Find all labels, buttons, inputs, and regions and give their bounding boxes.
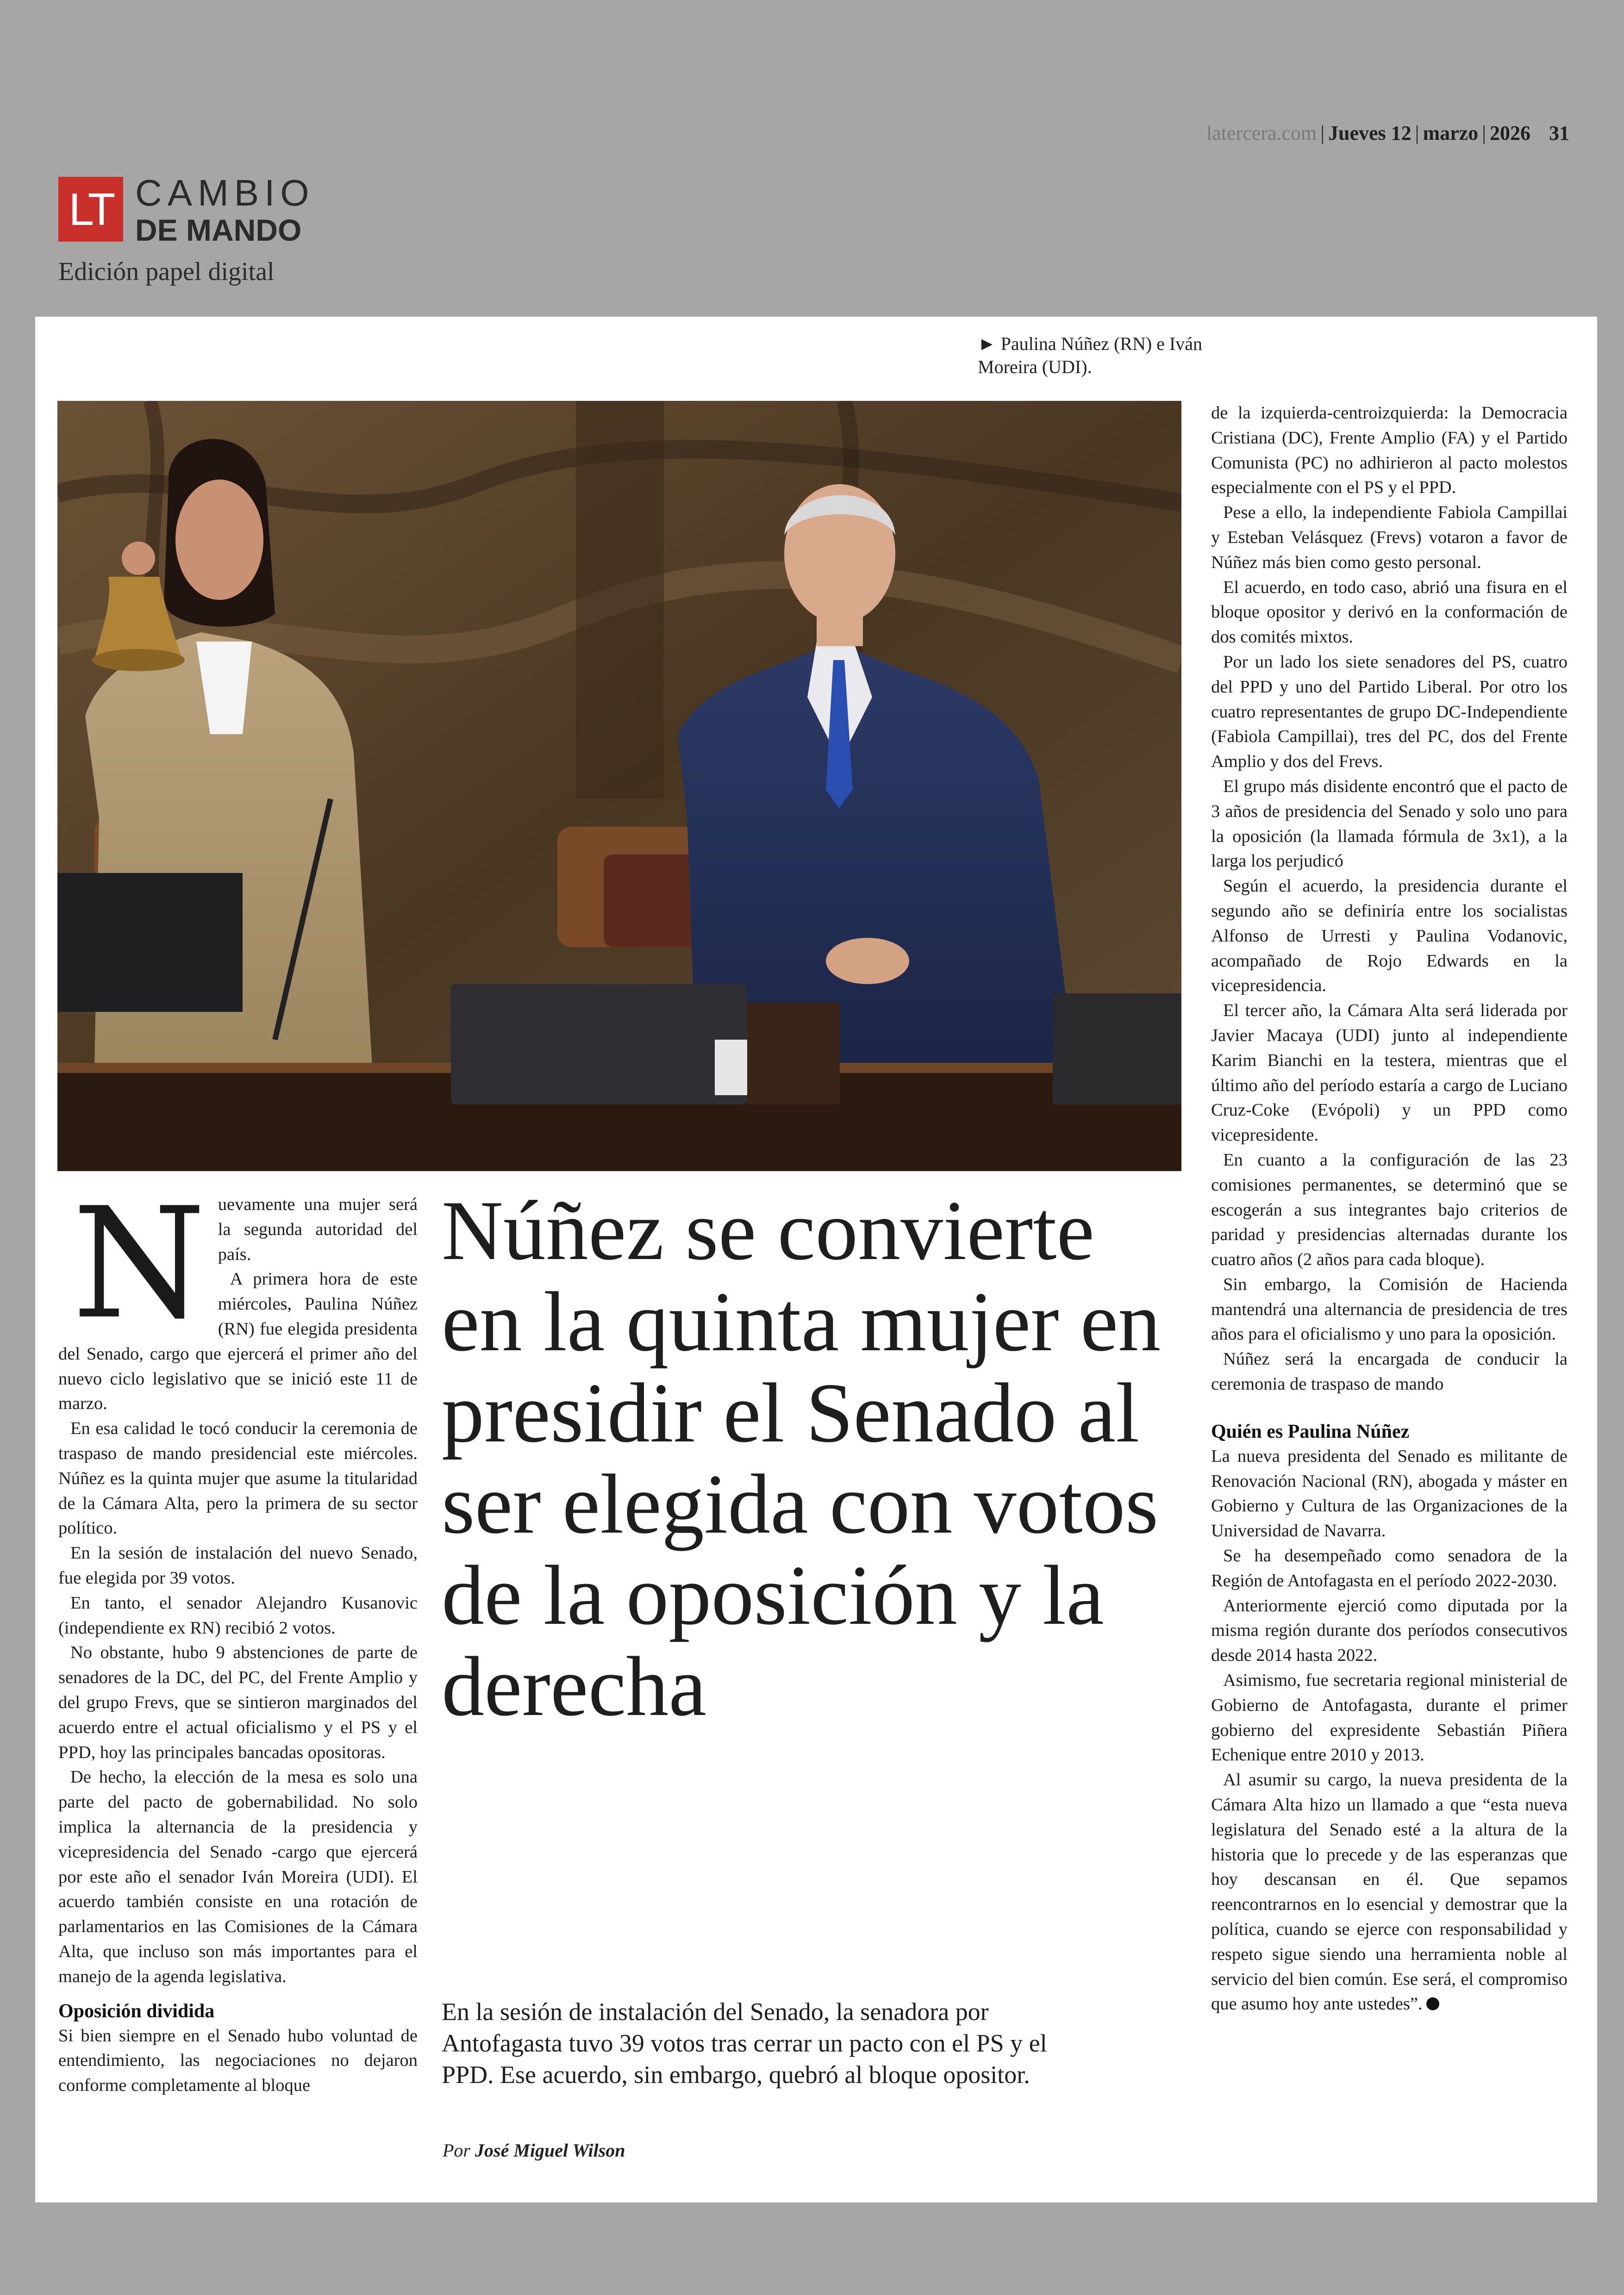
paragraph: uevamente una mujer será la segunda autoridad del país. xyxy=(218,1195,418,1264)
paragraph: Por un lado los siete senadores del PS, cuatro del PPD y uno del Partido Liberal. Por otro los cuatro representantes de grupo DC-Independiente (Fabiola Campillai), tres del PC, dos del Frente Amplio y dos del Frevs. xyxy=(1211,652,1568,772)
lt-logo-mark: LT xyxy=(58,177,123,242)
headline: Núñez se convierte en la quinta mujer en presidir el Senado al ser elegida con votos de la oposición y la derecha xyxy=(442,1183,1161,1734)
lead-paragraph: En la sesión de instalación del Senado, la senadora por Antofagasta tuvo 39 votos tras cerrar un pacto con el PS y el PPD. Ese acuerdo, sin embargo, quebró al bloque opositor. xyxy=(442,1998,1047,2089)
paragraph: En esa calidad le tocó conducir la ceremonia de traspaso de mando presidencial este miércoles. Núñez es la quinta mujer que asume la titularidad de la Cámara Alta, pero la primera de su sector político. xyxy=(58,1419,418,1538)
paragraph: Se ha desempeñado como senadora de la Región de Antofagasta en el período 2022-2030. xyxy=(1211,1546,1568,1590)
end-mark-icon xyxy=(1426,1997,1439,2010)
paragraph: No obstante, hubo 9 abstenciones de parte de senadores de la DC, del PC, del Frente Amplio y del grupo Frevs, que se sintieron marginados del acuerdo entre el actual oficialismo y el PS y el PPD, hoy las principales bancadas opositoras. xyxy=(58,1643,418,1762)
paragraph: A primera hora de este miércoles, Paulina Núñez (RN) fue elegida presidenta del Senado, cargo que ejercerá el primer año del nuevo ciclo legislativo que se inició este 11 de marzo. xyxy=(58,1269,418,1414)
date-year: 2026 xyxy=(1490,122,1530,144)
paragraph: Sin embargo, la Comisión de Hacienda mantendrá una alternancia de presidencia de tres años para el oficialismo y uno para la oposición. xyxy=(1211,1274,1568,1344)
paragraph: En cuanto a la configuración de las 23 comisiones permanentes, se determinó que se escogerán a sus integrantes bajo criterios de paridad y presidencias alternadas durante los cuatro años (2 años para cada bloque). xyxy=(1211,1150,1568,1270)
subheading-quien-es: Quién es Paulina Núñez xyxy=(1211,1421,1410,1442)
paragraph: De hecho, la elección de la mesa es solo una parte del pacto de gobernabilidad. No solo implica la alternancia de la presidencia y vicepresidencia del Senado -cargo que ejercerá por este año el senador Iván Moreira (UDI). El acuerdo también consiste en una rotación de parlamentarios en las Comisiones de la Cámara Alta, que incluso son más importantes para el manejo de la agenda legislativa. xyxy=(58,1767,418,1986)
byline-author: José Miguel Wilson xyxy=(475,2140,625,2161)
paragraph: Si bien siempre en el Senado hubo voluntad de entendimiento, las negociaciones no dejaron conforme completamente al bloque xyxy=(58,2026,418,2095)
paragraph: El grupo más disidente encontró que el pacto de 3 años de presidencia del Senado y solo uno para la oposición (la llamada fórmula de 3x1), a la larga los perjudicó xyxy=(1211,776,1568,871)
paragraph: Núñez será la encargada de conducir la ceremonia de traspaso de mando xyxy=(1211,1349,1568,1394)
page-number: 31 xyxy=(1549,122,1569,144)
byline-prefix: Por xyxy=(443,2140,470,2161)
photo-caption: ► Paulina Núñez (RN) e Iván Moreira (UDI). xyxy=(978,333,1202,377)
paragraph: El acuerdo, en todo caso, abrió una fisura en el bloque opositor y derivó en la conformación de dos comités mixtos. xyxy=(1211,577,1568,647)
paragraph: En la sesión de instalación del nuevo Senado, fue elegida por 39 votos. xyxy=(58,1543,418,1588)
paragraph xyxy=(1211,1768,1568,2017)
paragraph: Según el acuerdo, la presidencia durante el segundo año se definiría entre los socialistas Alfonso de Urresti y Paulina Vodanovic, acompañado de Rojo Edwards en la vicepresidencia. xyxy=(1211,876,1568,996)
drop-cap: N xyxy=(72,1175,206,1353)
subheading-oposicion: Oposición dividida xyxy=(58,2000,215,2022)
closing-quote-text: Al asumir su cargo, la nueva presidenta de la Cámara Alta hizo un llamado a que “esta nueva legislatura del Senado esté a la altura de la historia que lo precede y de las esperanzas que hoy descansan en él. Que sepamos reencontrarnos en lo esencial y demostrar que la política, cuando se ejerce con responsabilidad y respeto sigue siendo una herramienta noble al servicio del bien común. Ese será, el compromiso que asumo hoy ante ustedes”. xyxy=(1211,1770,1568,2014)
section-title-line1: CAMBIO xyxy=(135,172,315,213)
paragraph: Asimismo, fue secretaria regional ministerial de Gobierno de Antofagasta, durante el primer gobierno del expresidente Sebastián Piñera Echenique entre 2010 y 2013. xyxy=(1211,1671,1568,1765)
article-photo xyxy=(57,401,1181,1171)
paragraph: El tercer año, la Cámara Alta será liderada por Javier Macaya (UDI) junto al independiente Karim Bianchi en la testera, mientras que el último año del período estaría a cargo de Luciano Cruz-Coke (Evópoli) y un PPD como vicepresidente. xyxy=(1211,1001,1568,1145)
paragraph: La nueva presidenta del Senado es militante de Renovación Nacional (RN), abogada y máster en Gobierno y Cultura de las Organizaciones de la Universidad de Navarra. xyxy=(1211,1446,1568,1541)
paragraph: Pese a ello, la independiente Fabiola Campillai y Esteban Velásquez (Frevs) votaron a favor de Núñez más bien como gesto personal. xyxy=(1211,503,1568,572)
byline xyxy=(443,2139,625,2161)
section-title-line2: DE MANDO xyxy=(135,213,302,247)
edition-label: Edición papel digital xyxy=(58,257,275,286)
paragraph: de la izquierda-centroizquierda: la Democracia Cristiana (DC), Frente Amplio (FA) y el Partido Comunista (PC) no adhirieron al pacto molestos especialmente con el PS y el PPD. xyxy=(1211,403,1568,498)
article-column-1 xyxy=(58,1175,418,2098)
paragraph: Anteriormente ejerció como diputada por la misma región durante dos períodos consecutivos desde 2014 hasta 2022. xyxy=(1211,1596,1568,1665)
date-day: Jueves 12 xyxy=(1328,122,1412,144)
article-column-3 xyxy=(1211,401,1568,2017)
date-month: marzo xyxy=(1423,122,1479,144)
site-name: latercera.com xyxy=(1206,122,1317,144)
dateline: latercera.com | Jueves 12 | marzo | 2026 31 xyxy=(1206,122,1569,144)
paragraph: En tanto, el senador Alejandro Kusanovic (independiente ex RN) recibió 2 votos. xyxy=(58,1593,418,1638)
